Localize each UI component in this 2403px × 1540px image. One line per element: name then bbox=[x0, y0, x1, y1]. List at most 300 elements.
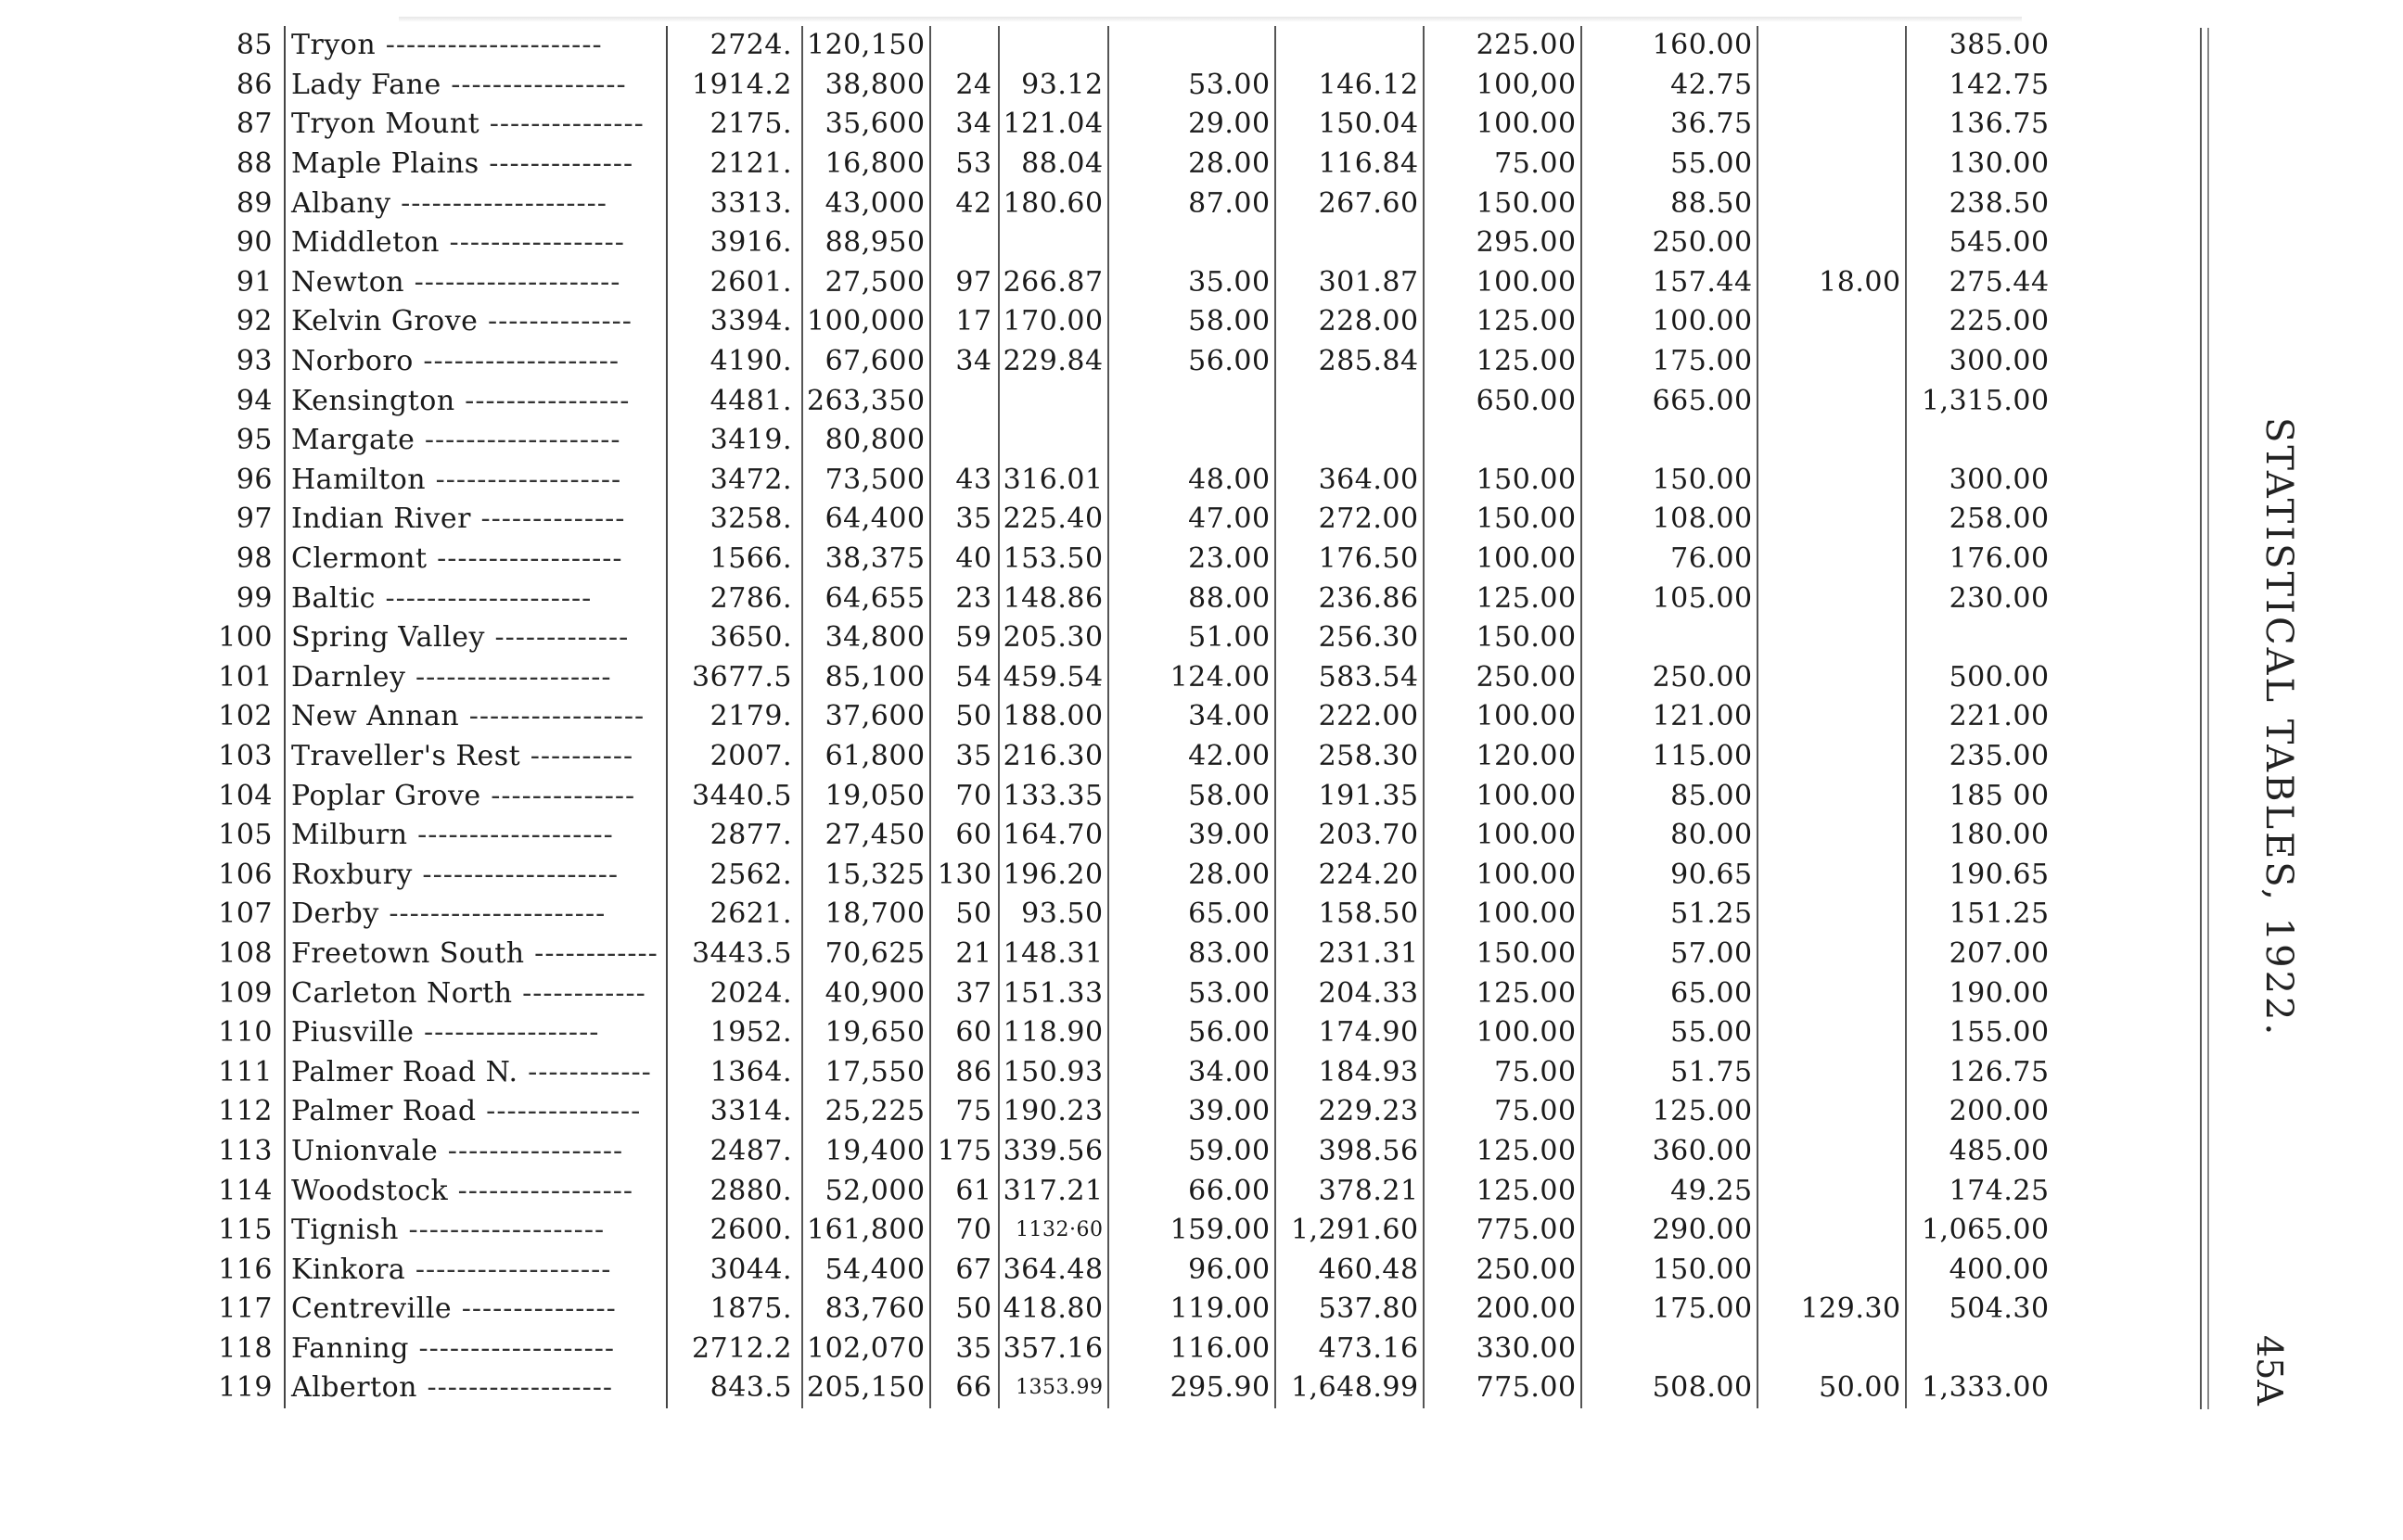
row-number: 85 bbox=[236, 29, 273, 62]
cell-c2: 54,400 bbox=[802, 1250, 930, 1290]
cell-c2: 35,600 bbox=[802, 105, 930, 145]
district-name bbox=[285, 1052, 667, 1092]
cell-c10: 176.00 bbox=[1949, 542, 2050, 576]
cell-c9 bbox=[1758, 1052, 1906, 1092]
cell-c10 bbox=[1906, 1330, 2053, 1369]
district-name bbox=[285, 500, 667, 540]
district-name-text: Maple Plains bbox=[291, 147, 479, 181]
cell-c10: 235.00 bbox=[1949, 739, 2050, 772]
cell-c4: 196.20 bbox=[999, 855, 1108, 895]
cell-c1: 2007. bbox=[709, 739, 792, 772]
cell-c5: 35.00 bbox=[1108, 263, 1275, 303]
cell-c7: 200.00 bbox=[1424, 1290, 1581, 1330]
cell-c10: 190.00 bbox=[1949, 976, 2050, 1010]
district-name-text: Milburn bbox=[291, 819, 408, 852]
cell-c10: 207.00 bbox=[1949, 936, 2050, 970]
cell-c4: 190.23 bbox=[999, 1092, 1108, 1132]
cell-c6: 460.48 bbox=[1275, 1250, 1424, 1290]
cell-c3: 97 bbox=[955, 265, 992, 299]
cell-c3: 43 bbox=[955, 463, 992, 496]
district-name-text: Unionvale bbox=[291, 1134, 439, 1167]
row-number: 88 bbox=[236, 147, 273, 181]
cell-c2: 38,800 bbox=[802, 66, 930, 106]
cell-c3: 24 bbox=[955, 68, 992, 101]
leader-dots: ---------------- bbox=[454, 384, 631, 417]
cell-c1: 2121. bbox=[709, 147, 792, 181]
cell-c3: 67 bbox=[955, 1253, 992, 1286]
cell-c5: 56.00 bbox=[1108, 342, 1275, 382]
district-name-text: Derby bbox=[291, 897, 379, 931]
district-name bbox=[285, 1290, 667, 1330]
cell-c9: 18.00 bbox=[1758, 263, 1906, 303]
cell-c9 bbox=[1758, 1171, 1906, 1211]
cell-c3: 54 bbox=[955, 660, 992, 694]
cell-c2: 27,500 bbox=[802, 263, 930, 303]
cell-c7: 100.00 bbox=[1424, 816, 1581, 856]
cell-c4: 93.12 bbox=[999, 66, 1108, 106]
cell-c3: 34 bbox=[955, 108, 992, 141]
cell-c7: 120.00 bbox=[1424, 737, 1581, 777]
district-name-text: Traveller's Rest bbox=[291, 739, 521, 772]
cell-c5: 53.00 bbox=[1108, 974, 1275, 1013]
cell-c1: 1914.2 bbox=[692, 68, 792, 101]
row-number: 115 bbox=[218, 1214, 273, 1247]
cell-c2: 120,150 bbox=[802, 26, 930, 66]
cell-c5: 42.00 bbox=[1108, 737, 1275, 777]
leader-dots: ------------ bbox=[524, 936, 658, 970]
leader-dots: ------------------- bbox=[408, 1331, 616, 1365]
cell-c7: 250.00 bbox=[1424, 1250, 1581, 1290]
cell-c10: 300.00 bbox=[1949, 345, 2050, 378]
cell-c1: 2877. bbox=[709, 819, 792, 852]
row-number: 110 bbox=[218, 1016, 273, 1050]
cell-c3: 75 bbox=[955, 1095, 992, 1128]
cell-c9 bbox=[1758, 737, 1906, 777]
leader-dots: ------------ bbox=[518, 1055, 652, 1088]
cell-c5: 159.00 bbox=[1108, 1211, 1275, 1251]
cell-c7: 100.00 bbox=[1424, 263, 1581, 303]
cell-c7: 775.00 bbox=[1424, 1368, 1581, 1408]
cell-c7: 150.00 bbox=[1424, 184, 1581, 223]
cell-c9 bbox=[1758, 540, 1906, 579]
leader-dots: -------------- bbox=[470, 503, 626, 536]
cell-c3: 70 bbox=[955, 1214, 992, 1247]
cell-c4: 459.54 bbox=[999, 658, 1108, 698]
cell-c10: 238.50 bbox=[1949, 186, 2050, 220]
cell-c9 bbox=[1758, 145, 1906, 185]
cell-c4: 216.30 bbox=[999, 737, 1108, 777]
row-number: 94 bbox=[236, 384, 273, 417]
cell-c10: 500.00 bbox=[1949, 660, 2050, 694]
table-row bbox=[204, 184, 2053, 223]
district-name-text: Palmer Road N. bbox=[291, 1055, 518, 1088]
district-name bbox=[285, 776, 667, 816]
cell-c10: 185 00 bbox=[1949, 779, 2050, 812]
cell-c1: 2601. bbox=[709, 265, 792, 299]
cell-c3: 17 bbox=[955, 305, 992, 338]
cell-c4: 170.00 bbox=[999, 302, 1108, 342]
cell-c1: 843.5 bbox=[709, 1371, 792, 1405]
cell-c1: 2786. bbox=[709, 581, 792, 615]
table-row bbox=[204, 145, 2053, 185]
cell-c6: 203.70 bbox=[1275, 816, 1424, 856]
leader-dots: ------------ bbox=[512, 976, 646, 1010]
leader-dots: -------------- bbox=[478, 305, 633, 338]
leader-dots: ------------------ bbox=[426, 463, 622, 496]
cell-c7: 150.00 bbox=[1424, 461, 1581, 501]
district-name-text: Margate bbox=[291, 424, 415, 457]
cell-c2: 102,070 bbox=[802, 1330, 930, 1369]
cell-c5: 28.00 bbox=[1108, 855, 1275, 895]
cell-c3: 50 bbox=[955, 1292, 992, 1326]
cell-c5: 51.00 bbox=[1108, 618, 1275, 658]
district-name-text: Spring Valley bbox=[291, 621, 485, 655]
cell-c7: 125.00 bbox=[1424, 342, 1581, 382]
table-row bbox=[204, 381, 2053, 421]
cell-c2: 15,325 bbox=[802, 855, 930, 895]
cell-c3: 53 bbox=[955, 147, 992, 181]
table-row bbox=[204, 223, 2053, 263]
cell-c10 bbox=[1906, 618, 2053, 658]
leader-dots: --------------- bbox=[479, 108, 645, 141]
cell-c5: 58.00 bbox=[1108, 302, 1275, 342]
cell-c9 bbox=[1758, 1250, 1906, 1290]
district-name bbox=[285, 658, 667, 698]
cell-c2: 67,600 bbox=[802, 342, 930, 382]
cell-c3: 70 bbox=[955, 779, 992, 812]
district-name bbox=[285, 381, 667, 421]
row-number: 93 bbox=[236, 345, 273, 378]
cell-c10: 1,315.00 bbox=[1921, 384, 2050, 417]
table-row bbox=[204, 105, 2053, 145]
cell-c6: 583.54 bbox=[1275, 658, 1424, 698]
district-name-text: Alberton bbox=[291, 1371, 417, 1405]
district-name bbox=[285, 855, 667, 895]
cell-c9 bbox=[1758, 816, 1906, 856]
cell-c5: 34.00 bbox=[1108, 697, 1275, 737]
cell-c9 bbox=[1758, 105, 1906, 145]
cell-c4: 133.35 bbox=[999, 776, 1108, 816]
cell-c9 bbox=[1758, 1092, 1906, 1132]
table-row bbox=[204, 855, 2053, 895]
cell-c10: 225.00 bbox=[1949, 305, 2050, 338]
cell-c3: 40 bbox=[955, 542, 992, 576]
cell-c3: 35 bbox=[955, 739, 992, 772]
district-name bbox=[285, 974, 667, 1013]
cell-c6: 231.31 bbox=[1275, 935, 1424, 974]
cell-c6: 116.84 bbox=[1275, 145, 1424, 185]
cell-c1: 2024. bbox=[709, 976, 792, 1010]
cell-c7: 125.00 bbox=[1424, 1132, 1581, 1172]
cell-c1: 4190. bbox=[709, 345, 792, 378]
district-name-text: Norboro bbox=[291, 345, 414, 378]
district-name-text: Albany bbox=[291, 186, 391, 220]
district-name bbox=[285, 1013, 667, 1053]
district-name bbox=[285, 540, 667, 579]
cell-c6: 222.00 bbox=[1275, 697, 1424, 737]
cell-c8: 665.00 bbox=[1581, 381, 1758, 421]
district-name-text: Middleton bbox=[291, 226, 441, 260]
cell-c1: 3472. bbox=[709, 463, 792, 496]
cell-c7: 100.00 bbox=[1424, 895, 1581, 935]
leader-dots: --------------------- bbox=[376, 29, 603, 62]
leader-dots: ------------------- bbox=[415, 424, 621, 457]
cell-c7: 75.00 bbox=[1424, 145, 1581, 185]
cell-c5: 116.00 bbox=[1108, 1330, 1275, 1369]
cell-c4: 317.21 bbox=[999, 1171, 1108, 1211]
cell-c10: 545.00 bbox=[1949, 226, 2050, 260]
cell-c4: 121.04 bbox=[999, 105, 1108, 145]
cell-c6: 398.56 bbox=[1275, 1132, 1424, 1172]
cell-c7: 125.00 bbox=[1424, 579, 1581, 618]
cell-c9: 129.30 bbox=[1758, 1290, 1906, 1330]
leader-dots: --------------- bbox=[452, 1292, 617, 1326]
district-name-text: Tignish bbox=[291, 1214, 399, 1247]
cell-c2: 161,800 bbox=[802, 1211, 930, 1251]
cell-c9 bbox=[1758, 1132, 1906, 1172]
table-row bbox=[204, 1290, 2053, 1330]
district-name bbox=[285, 1250, 667, 1290]
cell-c10 bbox=[1906, 421, 2053, 461]
cell-c9 bbox=[1758, 500, 1906, 540]
leader-dots: ------------------- bbox=[398, 1214, 606, 1247]
cell-c9 bbox=[1758, 658, 1906, 698]
row-number: 99 bbox=[236, 581, 273, 615]
cell-c6: 146.12 bbox=[1275, 66, 1424, 106]
cell-c8: 115.00 bbox=[1581, 737, 1758, 777]
cell-c2: 73,500 bbox=[802, 461, 930, 501]
cell-c5 bbox=[1108, 223, 1275, 263]
table-row bbox=[204, 1052, 2053, 1092]
cell-c3: 130 bbox=[937, 858, 992, 891]
cell-c1: 3258. bbox=[709, 503, 792, 536]
cell-c10: 300.00 bbox=[1949, 463, 2050, 496]
district-name bbox=[285, 1211, 667, 1251]
district-name-text: Carleton North bbox=[291, 976, 513, 1010]
district-name-text: Newton bbox=[291, 265, 405, 299]
district-name-text: Kensington bbox=[291, 384, 455, 417]
cell-c4: 364.48 bbox=[999, 1250, 1108, 1290]
cell-c5: 39.00 bbox=[1108, 816, 1275, 856]
district-name bbox=[285, 935, 667, 974]
leader-dots: ----------------- bbox=[441, 68, 627, 101]
row-number: 111 bbox=[218, 1055, 273, 1088]
leader-dots: ---------- bbox=[520, 739, 634, 772]
table-row bbox=[204, 816, 2053, 856]
cell-c4: 339.56 bbox=[999, 1132, 1108, 1172]
row-number: 97 bbox=[236, 503, 273, 536]
cell-c5: 119.00 bbox=[1108, 1290, 1275, 1330]
table-row bbox=[204, 540, 2053, 579]
district-name bbox=[285, 342, 667, 382]
cell-c10: 190.65 bbox=[1949, 858, 2050, 891]
table-row bbox=[204, 776, 2053, 816]
district-name bbox=[285, 145, 667, 185]
cell-c4: 1353.99 bbox=[999, 1368, 1108, 1408]
row-number: 105 bbox=[218, 819, 273, 852]
row-number: 119 bbox=[218, 1371, 273, 1405]
cell-c6 bbox=[1275, 421, 1424, 461]
cell-c10: 1,333.00 bbox=[1921, 1371, 2050, 1405]
statistical-table bbox=[204, 26, 2053, 1408]
district-name bbox=[285, 26, 667, 66]
table-row bbox=[204, 1132, 2053, 1172]
cell-c4: 180.60 bbox=[999, 184, 1108, 223]
cell-c1: 2175. bbox=[709, 108, 792, 141]
cell-c7: 75.00 bbox=[1424, 1092, 1581, 1132]
district-name bbox=[285, 66, 667, 106]
district-name bbox=[285, 105, 667, 145]
table-row bbox=[204, 935, 2053, 974]
cell-c8: 125.00 bbox=[1581, 1092, 1758, 1132]
cell-c7: 100.00 bbox=[1424, 105, 1581, 145]
cell-c6 bbox=[1275, 26, 1424, 66]
cell-c4: 93.50 bbox=[999, 895, 1108, 935]
table-row bbox=[204, 302, 2053, 342]
cell-c8: 36.75 bbox=[1581, 105, 1758, 145]
cell-c6: 176.50 bbox=[1275, 540, 1424, 579]
row-number: 104 bbox=[218, 779, 273, 812]
cell-c2: 38,375 bbox=[802, 540, 930, 579]
cell-c6: 537.80 bbox=[1275, 1290, 1424, 1330]
cell-c1: 3313. bbox=[709, 186, 792, 220]
cell-c3: 60 bbox=[955, 819, 992, 852]
cell-c9 bbox=[1758, 895, 1906, 935]
cell-c7: 225.00 bbox=[1424, 26, 1581, 66]
cell-c8: 65.00 bbox=[1581, 974, 1758, 1013]
cell-c1: 2724. bbox=[709, 29, 792, 62]
row-number: 92 bbox=[236, 305, 273, 338]
cell-c8: 42.75 bbox=[1581, 66, 1758, 106]
cell-c9 bbox=[1758, 342, 1906, 382]
cell-c5: 34.00 bbox=[1108, 1052, 1275, 1092]
cell-c8: 250.00 bbox=[1581, 658, 1758, 698]
cell-c6: 174.90 bbox=[1275, 1013, 1424, 1053]
leader-dots: --------------------- bbox=[378, 897, 607, 931]
column-rule bbox=[2200, 28, 2202, 1409]
cell-c6 bbox=[1275, 223, 1424, 263]
leader-dots: ------------------- bbox=[407, 819, 614, 852]
cell-c4: 229.84 bbox=[999, 342, 1108, 382]
cell-c5 bbox=[1108, 421, 1275, 461]
cell-c4 bbox=[999, 381, 1108, 421]
cell-c9 bbox=[1758, 1330, 1906, 1369]
leader-dots: ----------------- bbox=[459, 700, 645, 733]
district-name-text: Darnley bbox=[291, 660, 406, 694]
cell-c9 bbox=[1758, 26, 1906, 66]
row-number: 108 bbox=[218, 936, 273, 970]
cell-c3: 34 bbox=[955, 345, 992, 378]
cell-c8: 85.00 bbox=[1581, 776, 1758, 816]
cell-c4: 148.86 bbox=[999, 579, 1108, 618]
cell-c2: 25,225 bbox=[802, 1092, 930, 1132]
cell-c3 bbox=[930, 26, 999, 66]
district-name-text: Baltic bbox=[291, 581, 376, 615]
cell-c10: 130.00 bbox=[1949, 147, 2050, 181]
cell-c8: 90.65 bbox=[1581, 855, 1758, 895]
cell-c6: 378.21 bbox=[1275, 1171, 1424, 1211]
district-name bbox=[285, 1132, 667, 1172]
cell-c1: 3916. bbox=[709, 226, 792, 260]
cell-c2: 263,350 bbox=[802, 381, 930, 421]
cell-c5: 65.00 bbox=[1108, 895, 1275, 935]
district-name-text: Clermont bbox=[291, 542, 428, 576]
cell-c3: 42 bbox=[955, 186, 992, 220]
cell-c1: 3394. bbox=[709, 305, 792, 338]
cell-c8: 55.00 bbox=[1581, 145, 1758, 185]
cell-c5 bbox=[1108, 381, 1275, 421]
table-row bbox=[204, 421, 2053, 461]
cell-c8: 175.00 bbox=[1581, 342, 1758, 382]
cell-c2: 19,650 bbox=[802, 1013, 930, 1053]
cell-c3 bbox=[930, 381, 999, 421]
cell-c4: 151.33 bbox=[999, 974, 1108, 1013]
cell-c8: 51.75 bbox=[1581, 1052, 1758, 1092]
district-name bbox=[285, 895, 667, 935]
cell-c5: 39.00 bbox=[1108, 1092, 1275, 1132]
cell-c6: 473.16 bbox=[1275, 1330, 1424, 1369]
row-number: 101 bbox=[218, 660, 273, 694]
cell-c8: 157.44 bbox=[1581, 263, 1758, 303]
cell-c3: 61 bbox=[955, 1174, 992, 1207]
district-name-text: Lady Fane bbox=[291, 68, 441, 101]
district-name-text: New Annan bbox=[291, 700, 460, 733]
row-number: 107 bbox=[218, 897, 273, 931]
cell-c8: 88.50 bbox=[1581, 184, 1758, 223]
cell-c6: 236.86 bbox=[1275, 579, 1424, 618]
cell-c7: 775.00 bbox=[1424, 1211, 1581, 1251]
cell-c5: 124.00 bbox=[1108, 658, 1275, 698]
cell-c10: 400.00 bbox=[1949, 1253, 2050, 1286]
column-rule bbox=[2207, 28, 2209, 1409]
cell-c1: 3044. bbox=[709, 1253, 792, 1286]
district-name-text: Tryon bbox=[291, 29, 377, 62]
cell-c10: 230.00 bbox=[1949, 581, 2050, 615]
cell-c6: 1,648.99 bbox=[1275, 1368, 1424, 1408]
table-row bbox=[204, 66, 2053, 106]
cell-c8 bbox=[1581, 618, 1758, 658]
table-row bbox=[204, 618, 2053, 658]
cell-c8: 160.00 bbox=[1581, 26, 1758, 66]
cell-c2: 18,700 bbox=[802, 895, 930, 935]
district-name bbox=[285, 461, 667, 501]
cell-c3 bbox=[930, 223, 999, 263]
cell-c6: 228.00 bbox=[1275, 302, 1424, 342]
district-name-text: Woodstock bbox=[291, 1174, 449, 1207]
cell-c2: 70,625 bbox=[802, 935, 930, 974]
cell-c8 bbox=[1581, 421, 1758, 461]
cell-c10: 385.00 bbox=[1949, 29, 2050, 62]
table-row bbox=[204, 1368, 2053, 1408]
cell-c1: 2880. bbox=[709, 1174, 792, 1207]
cell-c8: 57.00 bbox=[1581, 935, 1758, 974]
cell-c8: 80.00 bbox=[1581, 816, 1758, 856]
cell-c6: 184.93 bbox=[1275, 1052, 1424, 1092]
cell-c5: 83.00 bbox=[1108, 935, 1275, 974]
cell-c10: 151.25 bbox=[1949, 897, 2050, 931]
cell-c3: 35 bbox=[955, 1331, 992, 1365]
row-number: 114 bbox=[218, 1174, 273, 1207]
cell-c7: 100.00 bbox=[1424, 776, 1581, 816]
table-row bbox=[204, 26, 2053, 66]
district-name bbox=[285, 1092, 667, 1132]
leader-dots: ------------------ bbox=[417, 1371, 613, 1405]
cell-c10: 1,065.00 bbox=[1921, 1214, 2050, 1247]
district-name bbox=[285, 697, 667, 737]
table-row bbox=[204, 895, 2053, 935]
row-number: 106 bbox=[218, 858, 273, 891]
cell-c8: 55.00 bbox=[1581, 1013, 1758, 1053]
